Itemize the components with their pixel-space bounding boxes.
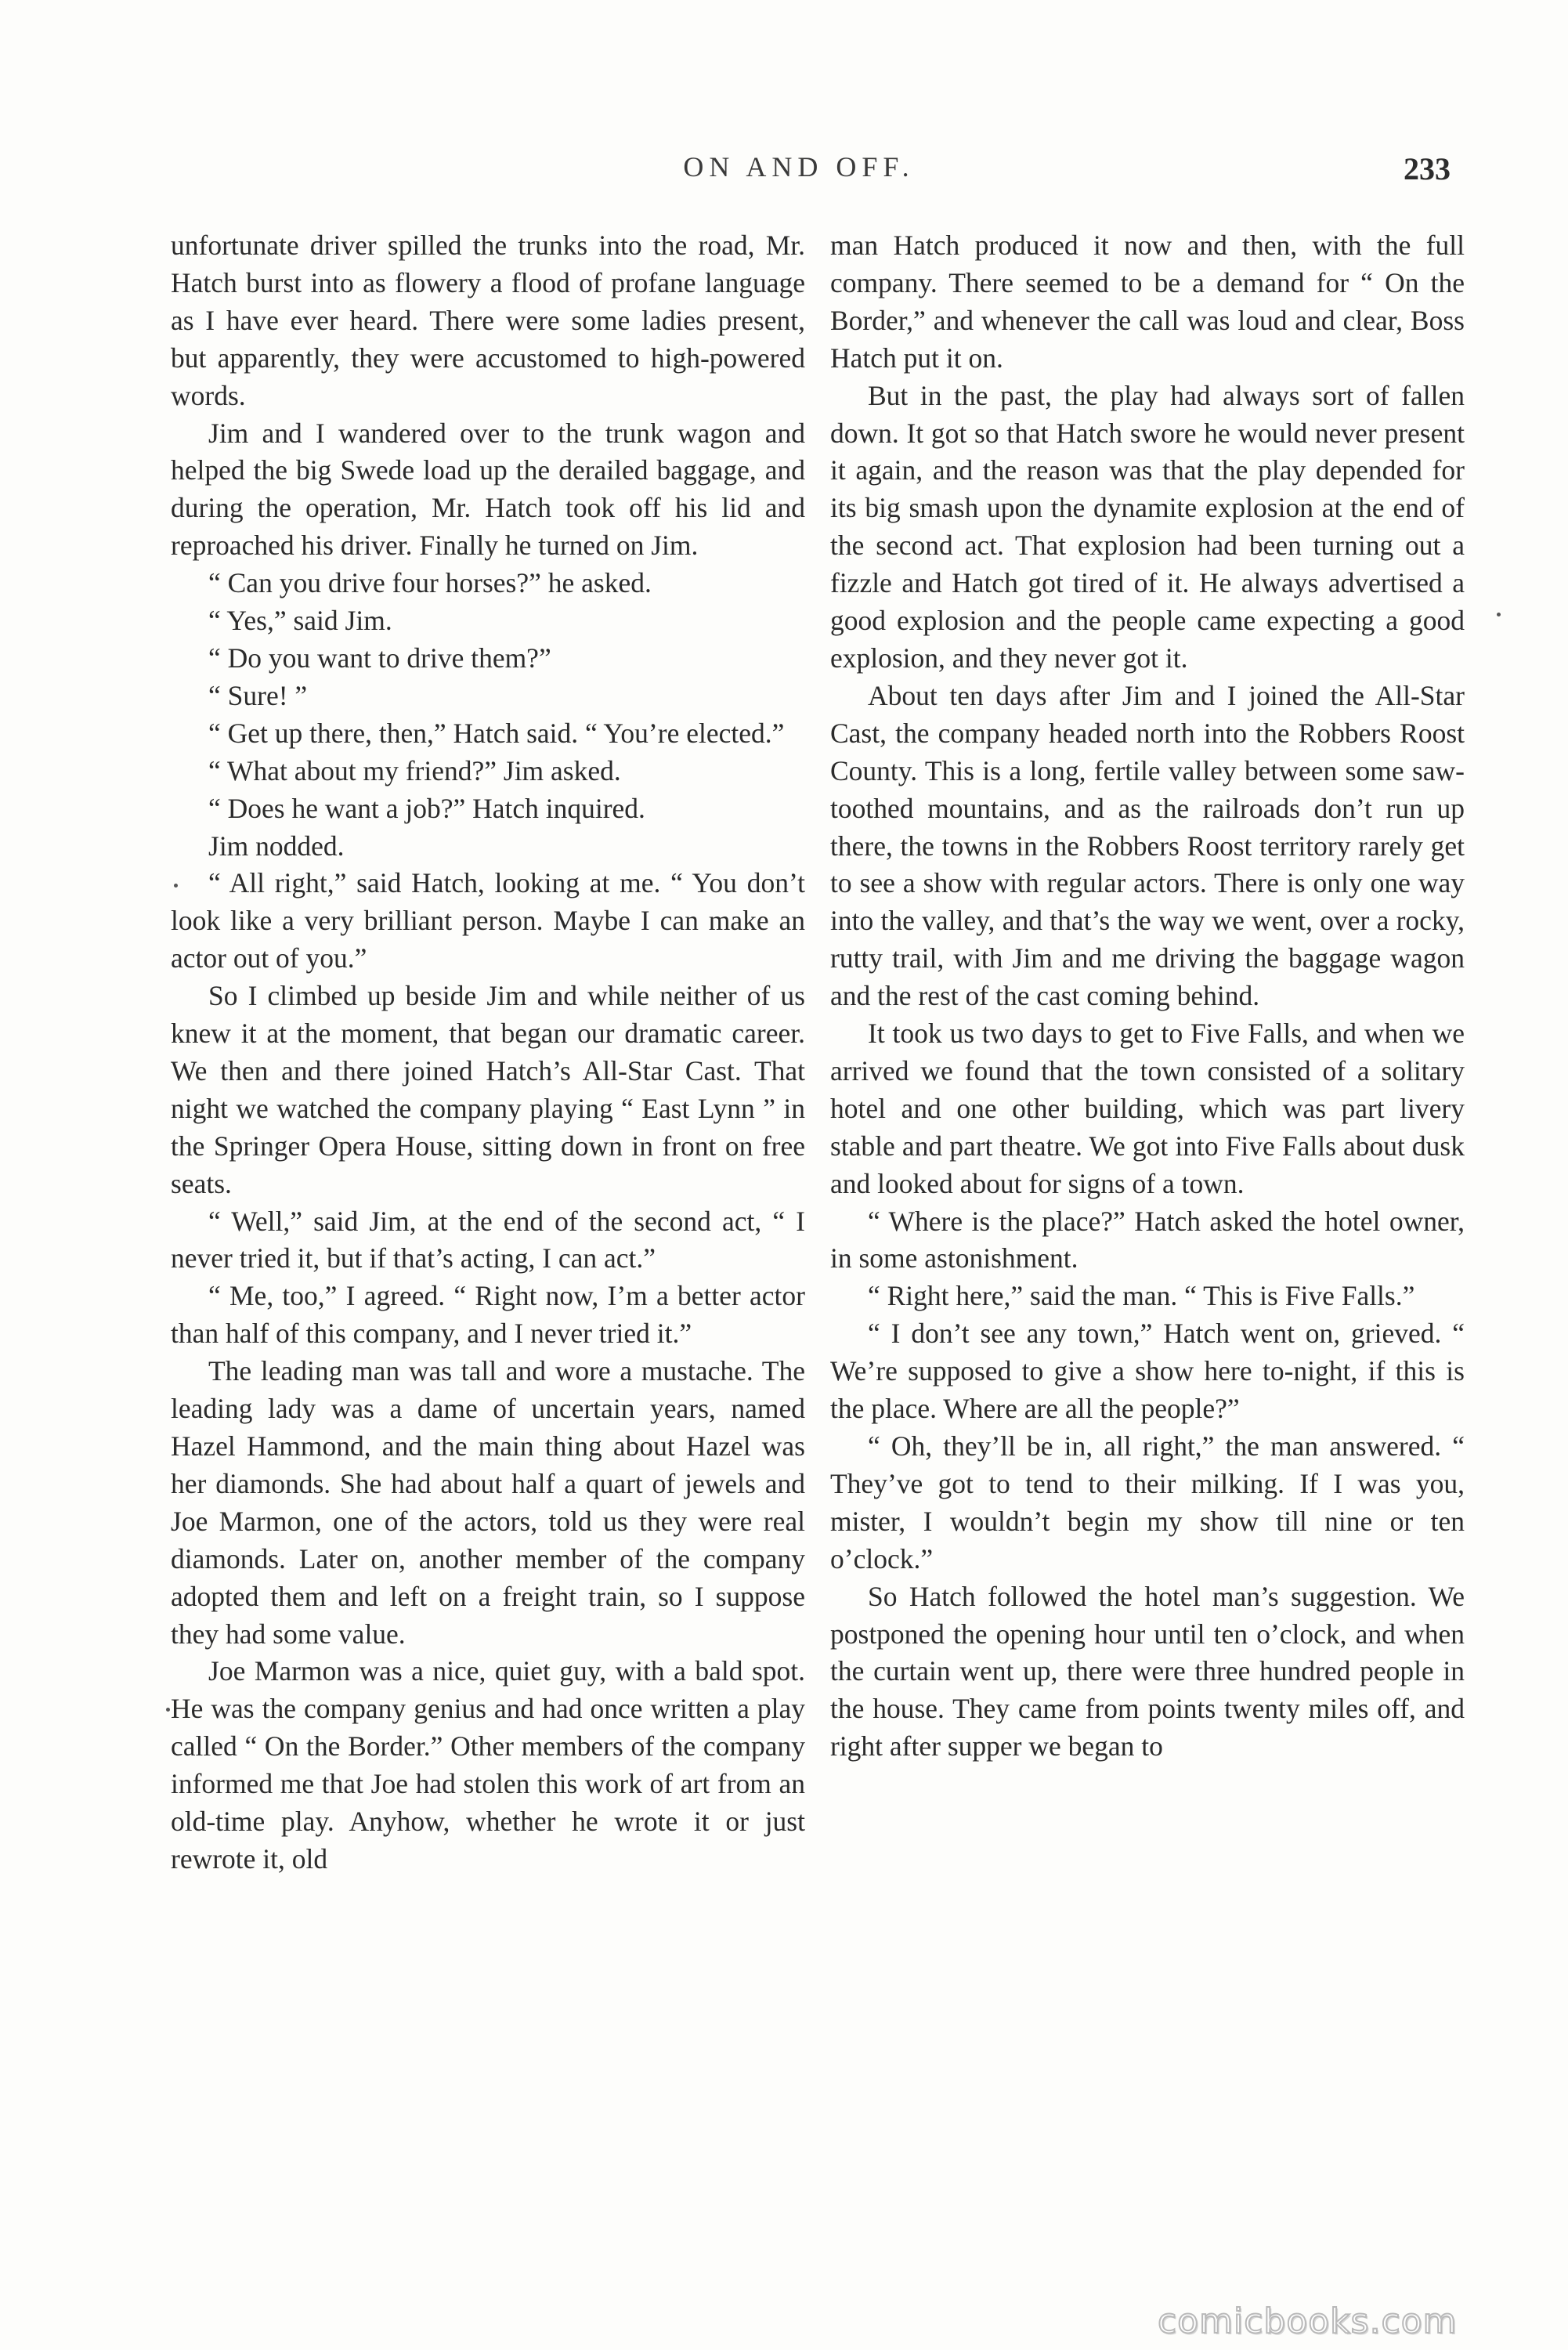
print-speck: [1497, 613, 1501, 616]
paragraph: About ten days after Jim and I joined the All-Star Cast, the company headed north into the Robbers Roost County. This is a long, fertile valley between some saw-toothed mountains, and as the railroads don’t run up there, the towns in the Robbers Roost territory rarely get to see a show with regular actors. There is only one way into the valley, and that’s the way we went, over a rocky, rutty trail, with Jim and me driving the baggage wagon and the rest of the cast coming behind.: [830, 679, 1465, 1012]
paragraph: “ Oh, they’ll be in, all right,” the man answered. “ They’ve got to tend to their milking. If I was you, mister, I wouldn’t begin my show till nine or ten o’clock.”: [830, 1430, 1465, 1574]
print-speck: [166, 1708, 170, 1712]
paragraph: “ Sure! ”: [208, 679, 308, 711]
paragraph: man Hatch produced it now and then, with the full company. There seemed to be a demand for “ On the Border,” and whenever the call was loud and clear, Boss Hatch put it on.: [830, 230, 1465, 374]
running-head: [0, 150, 1568, 197]
paragraph: unfortunate driver spilled the trunks into the road, Mr. Hatch burst into as flowery a flood of profane language as I have ever heard. There were some ladies present, but apparently, they were accustomed to high-powered words.: [171, 230, 805, 411]
paragraph: “ All right,” said Hatch, looking at me. “ You don’t look like a very brilliant person. Maybe I can make an actor out of you.”: [171, 867, 805, 974]
page-number: 233: [1404, 151, 1451, 186]
watermark-logo: comicbooks.com: [1158, 2301, 1458, 2341]
paragraph: Jim nodded.: [208, 830, 345, 862]
paragraph: “ Right here,” said the man. “ This is Five Falls.”: [868, 1280, 1415, 1312]
running-title: ON AND OFF.: [683, 151, 915, 183]
paragraph: So I climbed up beside Jim and while neither of us knew it at the moment, that began our dramatic career. We then and there joined Hatch’s All-Star Cast. That night we watched the company playing “ East Lynn ” in the Springer Opera House, sitting down in front on free seats.: [171, 980, 805, 1199]
paragraph: “ Get up there, then,” Hatch said. “ You’re elected.”: [208, 717, 785, 749]
paragraph: Jim and I wandered over to the trunk wagon and helped the big Swede load up the derailed baggage, and during the operation, Mr. Hatch took off his lid and reproached his driver. Finally he turned on Jim.: [171, 417, 805, 562]
paragraph: So Hatch followed the hotel man’s suggestion. We postponed the opening hour until ten o’clock, and when the curtain went up, there were three hundred people in the house. They came from points twenty miles off, and right after supper we began to: [830, 1580, 1465, 1762]
paragraph: “ Well,” said Jim, at the end of the second act, “ I never tried it, but if that’s acting, I can act.”: [171, 1205, 805, 1274]
paragraph: “ Does he want a job?” Hatch inquired.: [208, 792, 645, 824]
paragraph: It took us two days to get to Five Falls, and when we arrived we found that the town consisted of a solitary hotel and one other building, which was part livery stable and part theatre. We got into Five Falls about dusk and looked about for signs of a town.: [830, 1018, 1465, 1199]
paragraph: “ I don’t see any town,” Hatch went on, grieved. “ We’re supposed to give a show here to-night, if this is the place. Where are all the people?”: [830, 1318, 1465, 1425]
paragraph: “ Do you want to drive them?”: [208, 642, 551, 674]
right-text-column: [830, 227, 1465, 1766]
paragraph: “ What about my friend?” Jim asked.: [208, 754, 621, 786]
left-text-column: [171, 227, 805, 1878]
paragraph: “ Can you drive four horses?” he asked.: [208, 567, 652, 599]
paragraph: “ Me, too,” I agreed. “ Right now, I’m a better actor than half of this company, and I never tried it.”: [171, 1280, 805, 1350]
paragraph: “ Yes,” said Jim.: [208, 605, 392, 637]
paragraph: But in the past, the play had always sort of fallen down. It got so that Hatch swore he would never present it again, and the reason was that the play depended for its big smash upon the dynamite explosion at the end of the second act. That explosion had been turning out a fizzle and Hatch got tired of it. He always advertised a good explosion and the people came expecting a good explosion, and they never got it.: [830, 379, 1465, 674]
paragraph: “ Where is the place?” Hatch asked the hotel owner, in some astonishment.: [830, 1205, 1465, 1274]
print-speck: [174, 884, 178, 888]
paragraph: The leading man was tall and wore a mustache. The leading lady was a dame of uncertain years, named Hazel Hammond, and the main thing about Hazel was her diamonds. She had about half a quart of jewels and Joe Marmon, one of the actors, told us they were real diamonds. Later on, another member of the company adopted them and left on a freight train, so I suppose they had some value.: [171, 1355, 805, 1650]
paragraph: Joe Marmon was a nice, quiet guy, with a bald spot. He was the company genius and had once written a play called “ On the Border.” Other members of the company informed me that Joe had stolen this work of art from an old-time play. Anyhow, whether he wrote it or just rewrote it, old: [171, 1655, 805, 1875]
